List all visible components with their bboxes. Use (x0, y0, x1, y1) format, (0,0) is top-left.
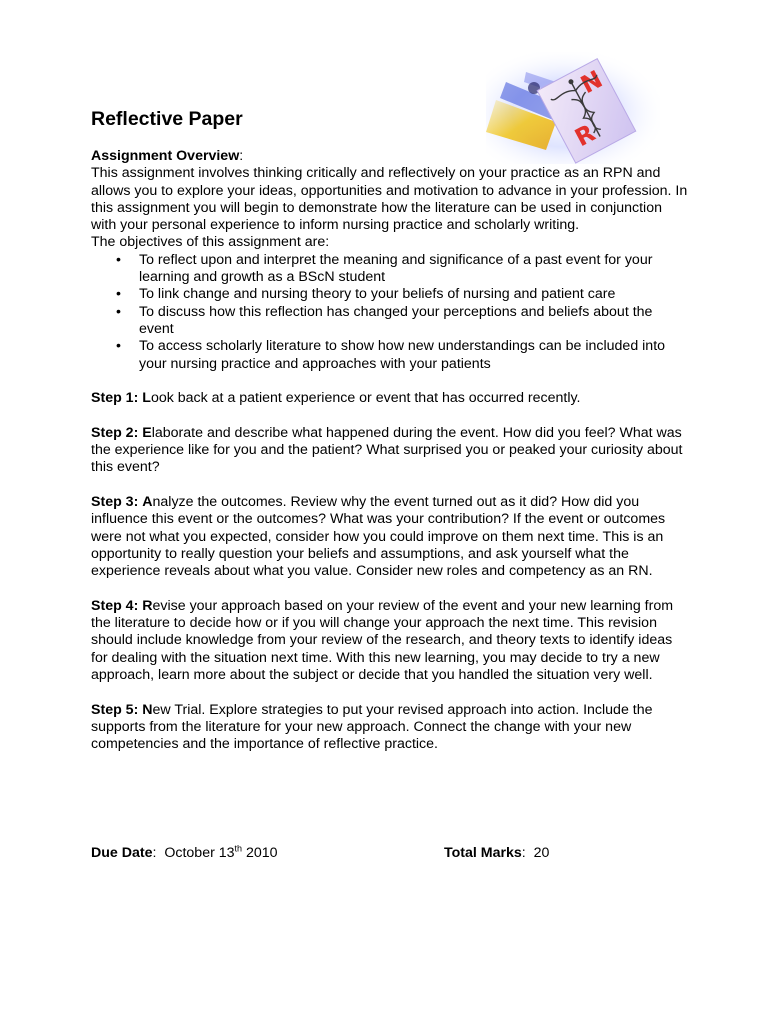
step-4 (91, 598, 691, 684)
step-initial: A (142, 493, 153, 510)
step-text: evise your approach based on your review of the event and your new learning from the literature to decide how or if you will change your approach the next time. This revision should include knowledge from your review of the research, and theory texts to identify ideas for dealing with the situation next time. With this new learning, you may decide to try a new approach, learn more about the subject or decide that you handled the situation very well. (91, 597, 674, 683)
total-marks (444, 845, 549, 862)
objectives-list (91, 252, 691, 373)
step-5 (91, 702, 691, 754)
overview-heading-line (91, 148, 691, 165)
objectives-intro: The objectives of this assignment are: (91, 234, 330, 251)
step-initial: N (142, 701, 153, 718)
bullet-icon: • (116, 286, 121, 303)
due-date-separator: : (152, 845, 157, 861)
objective-item (91, 252, 691, 287)
overview-heading-suffix: : (239, 148, 244, 164)
objective-item (91, 304, 691, 339)
step-label: Step 3: (91, 493, 139, 510)
total-marks-value: 20 (533, 845, 550, 861)
step-label: Step 5: (91, 701, 139, 718)
overview-heading: Assignment Overview (91, 148, 240, 164)
step-text: ew Trial. Explore strategies to put your revised approach into action. Include the supports from the literature for your new approach. Connect the change with your new competencies and the importance of reflective practice. (91, 701, 653, 753)
due-date-year: 2010 (242, 845, 278, 861)
page-title: Reflective Paper (91, 108, 243, 130)
step-label: Step 1: (91, 390, 139, 407)
step-text: ook back at a patient experience or event that has occurred recently. (150, 390, 581, 407)
due-date (91, 845, 278, 862)
step-1 (91, 390, 691, 407)
step-label: Step 4: (91, 597, 139, 614)
objective-text: To link change and nursing theory to your beliefs of nursing and patient care (139, 286, 616, 303)
objective-text: To discuss how this reflection has changed your perceptions and beliefs about the event (139, 303, 653, 337)
due-date-suffix: th (234, 843, 243, 854)
total-marks-separator: : (521, 845, 526, 861)
assignment-body (91, 148, 691, 753)
overview-paragraph: This assignment involves thinking critically and reflectively on your practice as an RPN and allows you to explore your ideas, opportunities and motivation to advance in your profession. In this assignment you will begin to demonstrate how the literature can be used in conjunction with your personal experience to inform nursing practice and scholarly writing. (91, 165, 688, 234)
step-2 (91, 425, 691, 477)
logo-letter-r: R (570, 118, 600, 153)
total-marks-label: Total Marks (444, 845, 522, 861)
step-label: Step 2: (91, 424, 139, 441)
logo-letter-n: N (576, 65, 608, 100)
step-3 (91, 494, 691, 580)
objective-text: To access scholarly literature to show how new understandings can be included into your nursing practice and approaches with your patients (139, 338, 666, 372)
bullet-icon: • (116, 251, 121, 268)
bullet-icon: • (116, 303, 121, 320)
step-initial: L (142, 390, 151, 407)
objective-item (91, 286, 691, 303)
bullet-icon: • (116, 338, 121, 355)
due-date-label: Due Date (91, 845, 153, 861)
due-date-value: October 13 (164, 845, 235, 861)
step-text: laborate and describe what happened during the event. How did you feel? What was the experience like for you and the patient? What surprised you or peaked your curiosity about this event? (91, 424, 683, 476)
step-initial: R (142, 597, 153, 614)
objective-text: To reflect upon and interpret the meaning and significance of a past event for your learning and growth as a BScN student (139, 251, 653, 286)
step-initial: E (142, 424, 152, 441)
objective-item (91, 338, 691, 373)
step-text: nalyze the outcomes. Review why the event turned out as it did? How did you influence this event or the outcomes? What was your contribution? If the event or outcomes were not what you expected, consider how you could improve on them next time. This is an opportunity to really question your beliefs and assumptions, and ask yourself what the experience reveals about what you value. Consider new roles and competency as an RN. (91, 493, 666, 580)
